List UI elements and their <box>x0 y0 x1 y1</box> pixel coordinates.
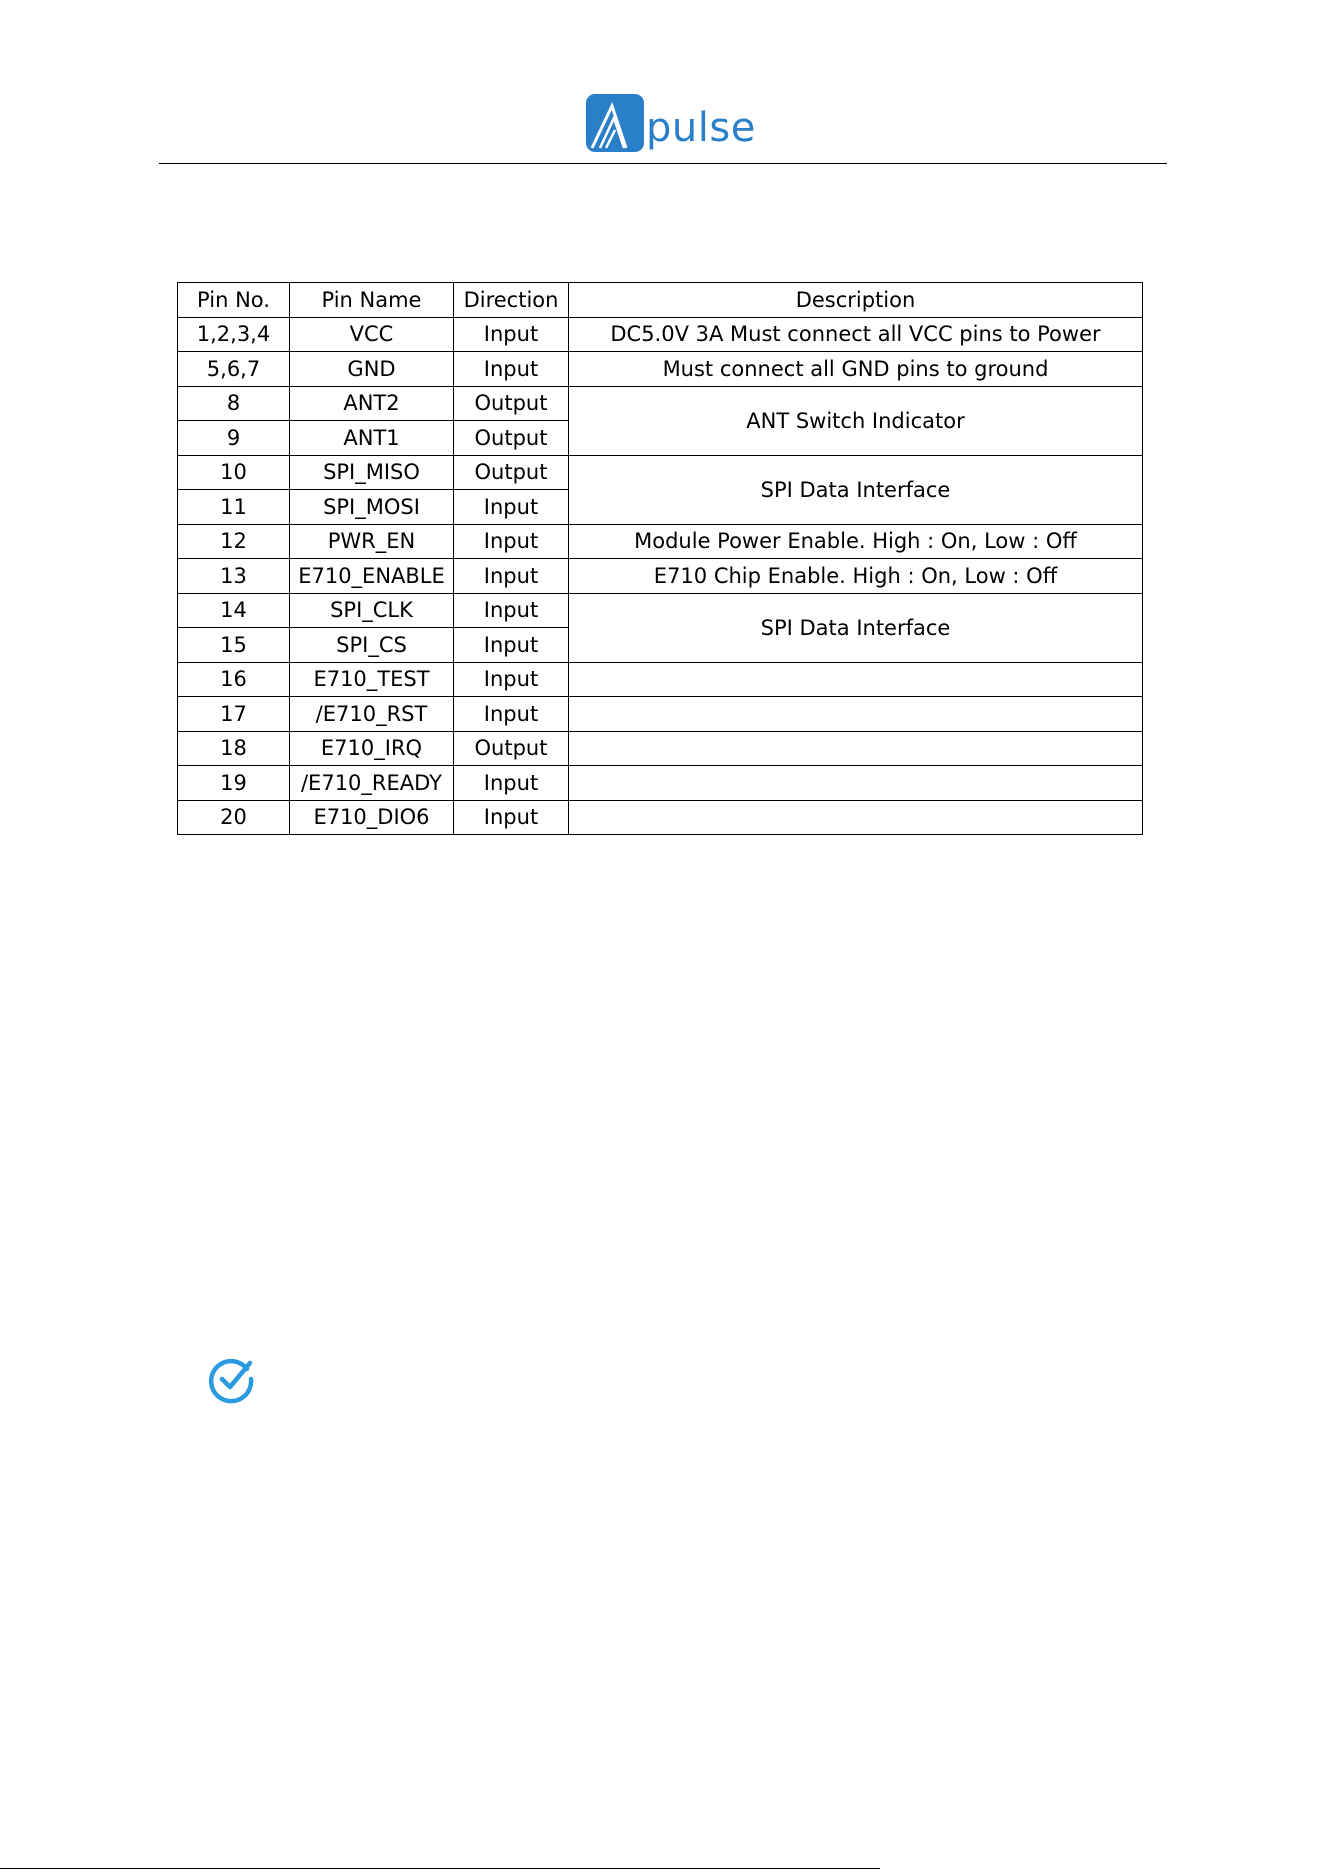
table-row <box>178 800 1143 835</box>
table-row <box>178 352 1143 387</box>
pin-name: SPI_MISO <box>290 455 454 490</box>
pin-name: E710_TEST <box>290 662 454 697</box>
pin-no: 11 <box>178 490 290 525</box>
table-row <box>178 317 1143 352</box>
pin-description: Module Power Enable. High : On, Low : Off <box>569 524 1143 559</box>
table-row <box>178 731 1143 766</box>
pin-direction: Input <box>454 662 569 697</box>
pin-description: SPI Data Interface <box>569 455 1143 524</box>
pin-name: SPI_CLK <box>290 593 454 628</box>
apulse-logo <box>586 94 756 160</box>
footer-divider <box>0 1868 880 1869</box>
pin-name: SPI_CS <box>290 628 454 663</box>
header-description: Description <box>569 283 1143 318</box>
pin-description <box>569 662 1143 697</box>
pin-name: ANT1 <box>290 421 454 456</box>
pin-table <box>177 282 1143 835</box>
pin-description <box>569 800 1143 835</box>
table-row <box>178 524 1143 559</box>
pin-description: ANT Switch Indicator <box>569 386 1143 455</box>
pin-name: PWR_EN <box>290 524 454 559</box>
header-pin-name: Pin Name <box>290 283 454 318</box>
pin-no: 18 <box>178 731 290 766</box>
table-row <box>178 593 1143 628</box>
pin-direction: Input <box>454 628 569 663</box>
table-row <box>178 662 1143 697</box>
logo-text: pulse <box>646 105 756 151</box>
pin-no: 8 <box>178 386 290 421</box>
pin-direction: Input <box>454 559 569 594</box>
pin-name: E710_ENABLE <box>290 559 454 594</box>
pin-direction: Input <box>454 524 569 559</box>
pin-direction: Input <box>454 352 569 387</box>
pin-name: GND <box>290 352 454 387</box>
pin-description: E710 Chip Enable. High : On, Low : Off <box>569 559 1143 594</box>
pin-name: SPI_MOSI <box>290 490 454 525</box>
pin-name: E710_DIO6 <box>290 800 454 835</box>
pin-description: Must connect all GND pins to ground <box>569 352 1143 387</box>
pin-no: 13 <box>178 559 290 594</box>
pin-no: 5,6,7 <box>178 352 290 387</box>
pin-no: 16 <box>178 662 290 697</box>
pin-direction: Output <box>454 455 569 490</box>
header-pin-no: Pin No. <box>178 283 290 318</box>
pin-direction: Output <box>454 731 569 766</box>
table-header-row <box>178 283 1143 318</box>
pin-direction: Output <box>454 421 569 456</box>
pin-name: /E710_RST <box>290 697 454 732</box>
pin-no: 19 <box>178 766 290 801</box>
pin-direction: Input <box>454 800 569 835</box>
pin-direction: Input <box>454 317 569 352</box>
pin-direction: Output <box>454 386 569 421</box>
pin-description: DC5.0V 3A Must connect all VCC pins to Power <box>569 317 1143 352</box>
pin-description: SPI Data Interface <box>569 593 1143 662</box>
check-circle-icon <box>206 1354 256 1404</box>
pin-no: 17 <box>178 697 290 732</box>
pin-name: E710_IRQ <box>290 731 454 766</box>
logo-mark-icon <box>586 94 644 152</box>
pin-description <box>569 697 1143 732</box>
pin-no: 20 <box>178 800 290 835</box>
header-direction: Direction <box>454 283 569 318</box>
table-row <box>178 559 1143 594</box>
header-divider <box>159 163 1167 164</box>
pin-no: 14 <box>178 593 290 628</box>
pin-no: 9 <box>178 421 290 456</box>
pin-description <box>569 766 1143 801</box>
table-row <box>178 386 1143 421</box>
pin-direction: Input <box>454 766 569 801</box>
pin-no: 1,2,3,4 <box>178 317 290 352</box>
pin-direction: Input <box>454 593 569 628</box>
pin-name: /E710_READY <box>290 766 454 801</box>
pin-no: 10 <box>178 455 290 490</box>
table-row <box>178 766 1143 801</box>
pin-no: 12 <box>178 524 290 559</box>
pin-name: ANT2 <box>290 386 454 421</box>
pin-no: 15 <box>178 628 290 663</box>
pin-direction: Input <box>454 490 569 525</box>
pin-description <box>569 731 1143 766</box>
table-row <box>178 455 1143 490</box>
table-row <box>178 697 1143 732</box>
pin-direction: Input <box>454 697 569 732</box>
pin-name: VCC <box>290 317 454 352</box>
